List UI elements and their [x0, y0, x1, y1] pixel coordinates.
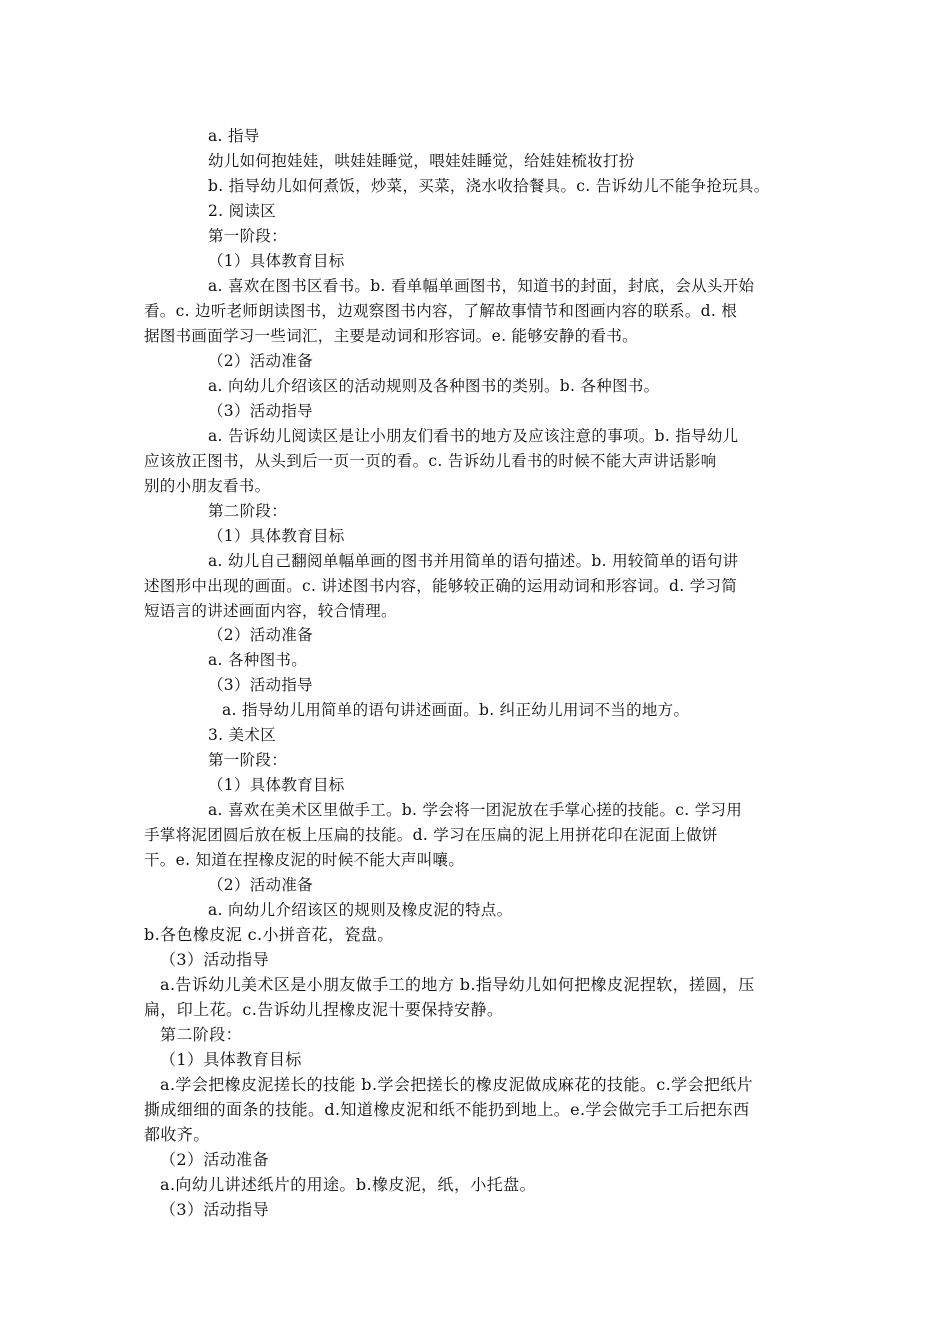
text-line: a. 喜欢在美术区里做手工。b. 学会将一团泥放在手掌心搓的技能。c. 学习用	[208, 801, 743, 819]
text-line: a.向幼儿讲述纸片的用途。b.橡皮泥，纸，小托盘。	[160, 1175, 536, 1194]
stage-heading: 第一阶段：	[208, 227, 288, 245]
text-line: 干。e. 知道在捏橡皮泥的时候不能大声叫嚷。	[144, 851, 465, 869]
text-line: 手掌将泥团圆后放在板上压扁的技能。d. 学习在压扁的泥上用拼花印在泥面上做饼	[144, 826, 718, 844]
subheading: （3）活动指导	[160, 1200, 269, 1219]
text-line: a. 告诉幼儿阅读区是让小朋友们看书的地方及应该注意的事项。b. 指导幼儿	[208, 427, 739, 445]
text-line: 扁，印上花。c.告诉幼儿捏橡皮泥十要保持安静。	[144, 1000, 504, 1019]
stage-heading: 第一阶段：	[208, 751, 288, 769]
text-line: a. 向幼儿介绍该区的规则及橡皮泥的特点。	[208, 901, 513, 919]
text-line: a.学会把橡皮泥搓长的技能 b.学会把搓长的橡皮泥做成麻花的技能。c.学会把纸片	[160, 1075, 754, 1094]
subheading: （1）具体教育目标	[208, 776, 345, 794]
subheading: （2）活动准备	[208, 876, 313, 894]
section-heading: 3. 美术区	[208, 726, 277, 744]
text-line: 据图书画面学习一些词汇，主要是动词和形容词。e. 能够安静的看书。	[144, 327, 638, 345]
subheading: （2）活动准备	[208, 352, 313, 370]
text-line: b. 指导幼儿如何煮饭，炒菜，买菜，浇水收拾餐具。c. 告诉幼儿不能争抢玩具。	[208, 177, 770, 195]
subheading: （2）活动准备	[160, 1150, 269, 1169]
text-line: 撕成细细的面条的技能。d.知道橡皮泥和纸不能扔到地上。e.学会做完手工后把东西	[144, 1100, 750, 1119]
subheading: （2）活动准备	[208, 626, 313, 644]
text-line: a. 幼儿自己翻阅单幅单画的图书并用简单的语句描述。b. 用较简单的语句讲	[208, 552, 739, 570]
text-line: a. 向幼儿介绍该区的活动规则及各种图书的类别。b. 各种图书。	[208, 377, 660, 395]
text-line: a. 喜欢在图书区看书。b. 看单幅单画图书，知道书的封面，封底，会从头开始	[208, 277, 755, 295]
text-line: a.告诉幼儿美术区是小朋友做手工的地方 b.指导幼儿如何把橡皮泥捏软，搓圆，压	[160, 975, 755, 994]
text-line: a. 各种图书。	[208, 651, 307, 669]
section-heading: 2. 阅读区	[208, 202, 277, 220]
text-line: 看。c. 边听老师朗读图书，边观察图书内容，了解故事情节和图画内容的联系。d. 根	[144, 302, 738, 320]
subheading: （3）活动指导	[160, 950, 269, 969]
text-line: 应该放正图书，从头到后一页一页的看。c. 告诉幼儿看书的时候不能大声讲话影响	[144, 452, 717, 470]
subheading: （3）活动指导	[208, 676, 313, 694]
subheading: （1）具体教育目标	[208, 527, 345, 545]
subheading: （1）具体教育目标	[160, 1050, 302, 1069]
text-line: 幼儿如何抱娃娃，哄娃娃睡觉，喂娃娃睡觉，给娃娃梳妆打扮	[208, 152, 635, 170]
text-line: b.各色橡皮泥 c.小拼音花，瓷盘。	[144, 925, 394, 944]
text-line: 述图形中出现的画面。c. 讲述图书内容，能够较正确的运用动词和形容词。d. 学习简	[144, 577, 738, 595]
text-line: a. 指导幼儿用简单的语句讲述画面。b. 纠正幼儿用词不当的地方。	[222, 701, 690, 719]
text-line: 别的小朋友看书。	[144, 477, 271, 495]
text-line: 短语言的讲述画面内容，较合情理。	[144, 602, 397, 620]
stage-heading: 第二阶段：	[208, 502, 288, 520]
subheading: （1）具体教育目标	[208, 252, 345, 270]
subheading: （3）活动指导	[208, 402, 313, 420]
stage-heading: 第二阶段：	[160, 1025, 243, 1044]
text-line: 都收齐。	[144, 1125, 210, 1144]
text-line: a. 指导	[208, 127, 260, 145]
